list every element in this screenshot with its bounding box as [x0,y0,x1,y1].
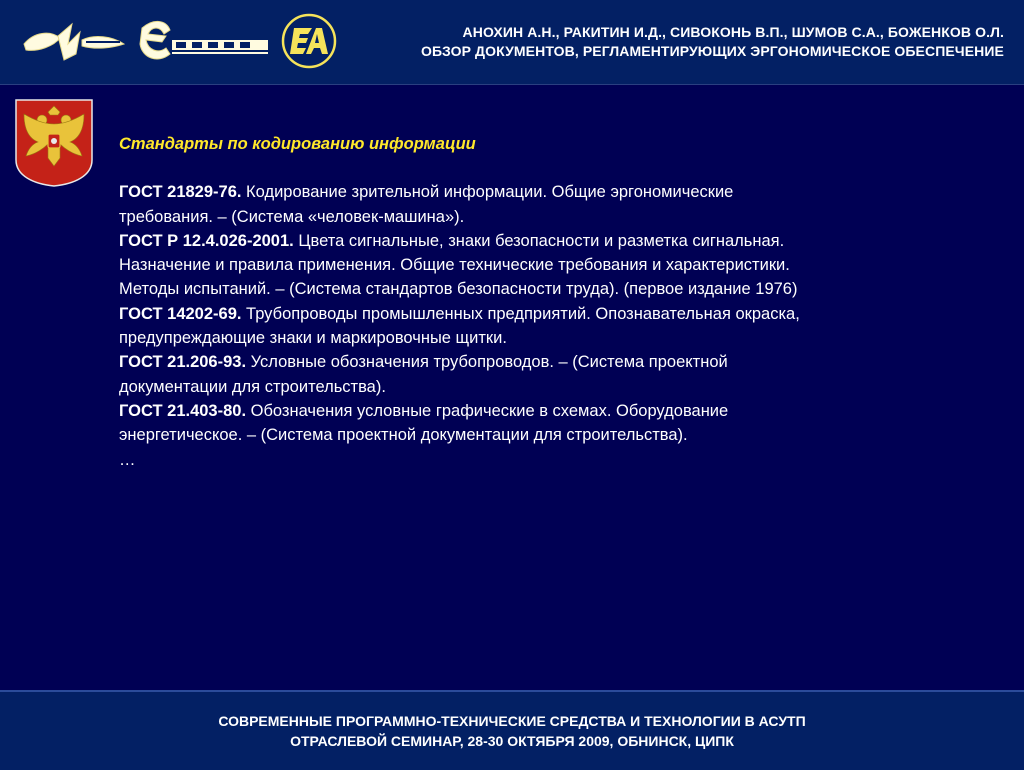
entry-line [119,302,959,326]
entry-line [119,399,959,423]
entry-line: энергетическое. – (Система проектной документации для строительства). [119,426,688,445]
header-authors: АНОХИН А.Н., РАКИТИН И.Д., СИВОКОНЬ В.П., ШУМОВ С.А., БОЖЕНКОВ О.Л. [462,24,1004,40]
standards-list [119,132,959,472]
gost-code: ГОСТ 14202-69. [119,304,242,323]
section-title: Стандарты по кодированию информации [119,135,476,153]
entry-line: Назначение и правила применения. Общие технические требования и характеристики. [119,256,790,275]
footer-seminar-details: ОТРАСЛЕВОЙ СЕМИНАР, 28-30 ОКТЯБРЯ 2009, ОБНИНСК, ЦИПК [290,733,734,749]
entry-text: Кодирование зрительной информации. Общие эргономические [241,183,734,202]
gost-code: ГОСТ 21829-76. [119,183,242,202]
ellipsis: … [119,450,136,469]
entry-text: Обозначения условные графические в схемах. Оборудование [246,401,729,420]
header-bar [0,0,1024,85]
entry-line: документации для строительства). [119,377,386,396]
entry-text: Цвета сигнальные, знаки безопасности и разметка сигнальная. [293,231,785,250]
energo-logo-icon [136,14,272,68]
coat-of-arms-icon [14,98,94,188]
entry-line: предупреждающие знаки и маркировочные щитки. [119,329,507,348]
vniiae-logo-icon [20,14,132,68]
gost-code: ГОСТ 21.206-93. [119,353,247,372]
gost-code: ГОСТ Р 12.4.026-2001. [119,231,294,250]
entry-text: Условные обозначения трубопроводов. – (Система проектной [246,353,728,372]
header-title: ОБЗОР ДОКУМЕНТОВ, РЕГЛАМЕНТИРУЮЩИХ ЭРГОНОМИЧЕСКОЕ ОБЕСПЕЧЕНИЕ [420,43,1004,59]
entry-line: требования. – (Система «человек-машина»). [119,207,465,226]
entry-line [119,229,959,253]
gost-code: ГОСТ 21.403-80. [119,401,247,420]
entry-text: Трубопроводы промышленных предприятий. Опознавательная окраска, [241,304,800,323]
footer-bar [0,690,1024,770]
entry-line [119,180,959,204]
footer-seminar-title: СОВРЕМЕННЫЕ ПРОГРАММНО-ТЕХНИЧЕСКИЕ СРЕДСТВА И ТЕХНОЛОГИИ В АСУТП [218,713,806,729]
entry-line [119,350,959,374]
ea-logo-icon [280,12,338,70]
entry-line: Методы испытаний. – (Система стандартов безопасности труда). (первое издание 1976) [119,280,798,299]
